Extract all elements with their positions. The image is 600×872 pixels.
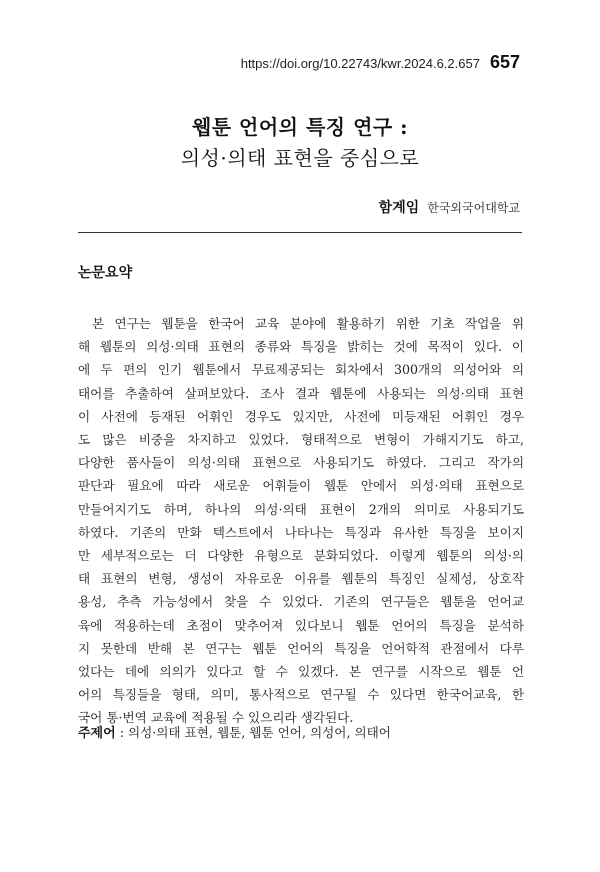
abstract-line: 해 웹툰의 의성·의태 표현의 종류와 특징을 밝히는 것에 목적이 있다. 이 xyxy=(78,339,524,355)
keywords-separator: : xyxy=(115,725,128,740)
title-subtitle: 의성·의태 표현을 중심으로 xyxy=(180,146,420,170)
author-block xyxy=(379,197,520,217)
abstract-line: 다양한 품사들이 의성·의태 표현으로 사용되기도 하였다. 그리고 작가의 xyxy=(78,455,524,471)
abstract-line: 태어를 추출하여 살펴보았다. 조사 결과 웹툰에 사용되는 의성·의태 표현 xyxy=(78,385,524,401)
keywords-text: 의성·의태 표현, 웹툰, 웹툰 언어, 의성어, 의태어 xyxy=(127,725,391,740)
abstract-line: 도 많은 비중을 차지하고 있었다. 형태적으로 변형이 가해지기도 하고, xyxy=(78,432,524,448)
author-name: 함계임 xyxy=(378,200,420,216)
abstract-line: 만 세부적으로는 더 다양한 유형으로 분화되었다. 이렇게 웹툰의 의성·의 xyxy=(78,548,524,564)
keywords-label: 주제어 xyxy=(78,725,116,740)
title-main: 웹툰 언어의 특징 연구 : xyxy=(191,115,409,139)
abstract-line: 이 사전에 등재된 어휘인 경우도 있지만, 사전에 미등재된 어휘인 경우 xyxy=(78,408,524,424)
abstract-line: 만들어지기도 하며, 하나의 의성·의태 표현이 2개의 의미로 사용되기도 xyxy=(78,501,524,517)
author-affiliation: 한국외국어대학교 xyxy=(427,201,520,215)
abstract-line: 용성, 추측 가능성에서 찾을 수 있었다. 기존의 연구들은 웹툰을 언어교 xyxy=(78,594,524,610)
abstract-line: 었다는 데에 의의가 있다고 할 수 있겠다. 본 연구를 시작으로 웹툰 언 xyxy=(78,664,524,680)
abstract-line: 어의 특징들을 형태, 의미, 통사적으로 연구될 수 있다면 한국어교육, 한 xyxy=(78,687,524,703)
page-header xyxy=(241,52,520,73)
doi-link[interactable]: https://doi.org/10.22743/kwr.2024.6.2.657 xyxy=(240,56,480,71)
abstract-line: 판단과 필요에 따라 새로운 어휘들이 웹툰 안에서 의성·의태 표현으로 xyxy=(78,478,524,494)
page-number: 657 xyxy=(489,52,520,72)
abstract-line: 국어 통·번역 교육에 적용될 수 있으리라 생각된다. xyxy=(78,710,354,726)
abstract-line: 육에 적용하는데 초점이 맞추어져 있다보니 웹툰 언어의 특징을 분석하 xyxy=(78,617,524,633)
paper-title xyxy=(0,112,600,174)
horizontal-divider xyxy=(78,232,522,233)
keywords xyxy=(78,722,524,741)
abstract-line: 에 두 편의 인기 웹툰에서 무료제공되는 회차에서 300개의 의성어와 의 xyxy=(78,362,524,378)
abstract-body xyxy=(78,312,524,730)
abstract-line: 지 못한데 반해 본 연구는 웹툰 언어의 특징을 언어학적 관점에서 다루 xyxy=(78,640,524,656)
abstract-line: 하였다. 기존의 만화 텍스트에서 나타나는 특징과 유사한 특징을 보이지 xyxy=(78,524,524,540)
abstract-heading: 논문요약 xyxy=(78,264,133,280)
abstract-line: 태 표현의 변형, 생성이 자유로운 이유를 웹툰의 특징인 실제성, 상호작 xyxy=(78,571,524,587)
abstract-line: 본 연구는 웹툰을 한국어 교육 분야에 활용하기 위한 기초 작업을 위 xyxy=(92,316,524,331)
